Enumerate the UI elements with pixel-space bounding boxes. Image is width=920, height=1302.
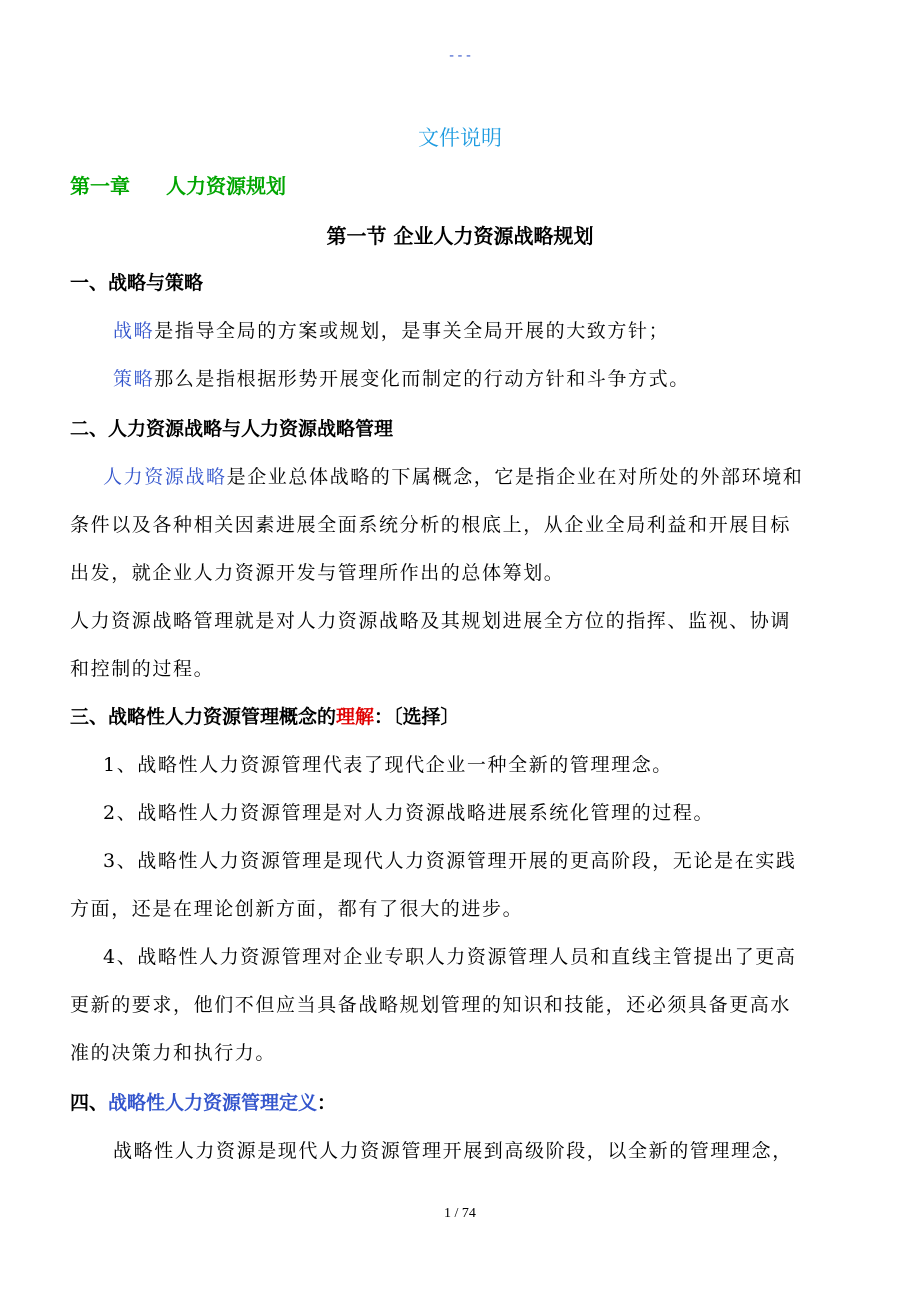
chapter-name: 人力资源规划	[166, 174, 286, 198]
heading-strategy-and-tactics: 一、战略与策略	[70, 272, 204, 294]
emphasis-understanding: 理解	[336, 706, 375, 728]
list-item-4-line3: 准的决策力和执行力。	[70, 1042, 277, 1064]
heading-strategic-hrm-understanding: 三、战略性人力资源管理概念的理解：〔选择〕	[70, 706, 460, 728]
paragraph-strategy: 战略是指导全局的方案或规划，是事关全局开展的大致方针；	[113, 320, 670, 342]
paragraph-hr-strategy-line3: 出发，就企业人力资源开发与管理所作出的总体筹划。	[70, 562, 565, 584]
list-item-4-line2: 更新的要求，他们不但应当具备战略规划管理的知识和技能，还必须具备更高水	[70, 994, 792, 1016]
term-strategy: 战略	[113, 320, 155, 342]
list-item-2: 2、战略性人力资源管理是对人力资源战略进展系统化管理的过程。	[103, 802, 715, 824]
term-tactics: 策略	[113, 368, 155, 390]
list-item-3-line2: 方面，还是在理论创新方面，都有了很大的进步。	[70, 898, 524, 920]
section-heading: 第一节 企业人力资源战略规划	[326, 224, 594, 248]
paragraph-hr-strategy-line2: 条件以及各种相关因素进展全面系统分析的根底上，从企业全局利益和开展目标	[70, 514, 792, 536]
header-mark: ---	[447, 48, 473, 64]
chapter-heading	[70, 170, 286, 199]
list-item-3-line1: 3、战略性人力资源管理是现代人力资源管理开展的更高阶段，无论是在实践	[103, 850, 797, 872]
heading-strategic-hrm-definition: 四、战略性人力资源管理定义：	[70, 1092, 337, 1114]
paragraph-hr-mgmt-line2: 和控制的过程。	[70, 658, 215, 680]
list-item-1: 1、战略性人力资源管理代表了现代企业一种全新的管理理念。	[103, 754, 673, 776]
paragraph-definition-line1: 战略性人力资源是现代人力资源管理开展到高级阶段，以全新的管理理念，	[113, 1140, 793, 1162]
heading-hr-strategy: 二、人力资源战略与人力资源战略管理	[70, 418, 394, 440]
paragraph-hr-strategy-line1: 人力资源战略是企业总体战略的下属概念，它是指企业在对所处的外部环境和	[103, 466, 804, 488]
paragraph-tactics: 策略那么是指根据形势开展变化而制定的行动方针和斗争方式。	[113, 368, 690, 390]
chapter-label: 第一章	[70, 174, 130, 198]
paragraph-hr-mgmt-line1: 人力资源战略管理就是对人力资源战略及其规划进展全方位的指挥、监视、协调	[70, 610, 792, 632]
term-hr-strategy: 人力资源战略	[103, 466, 227, 488]
document-title: 文件说明	[418, 126, 502, 150]
page-number: 1 / 74	[444, 1206, 476, 1221]
term-strategic-hrm-definition: 战略性人力资源管理定义	[108, 1092, 318, 1114]
list-item-4-line1: 4、战略性人力资源管理对企业专职人力资源管理人员和直线主管提出了更高	[103, 946, 797, 968]
